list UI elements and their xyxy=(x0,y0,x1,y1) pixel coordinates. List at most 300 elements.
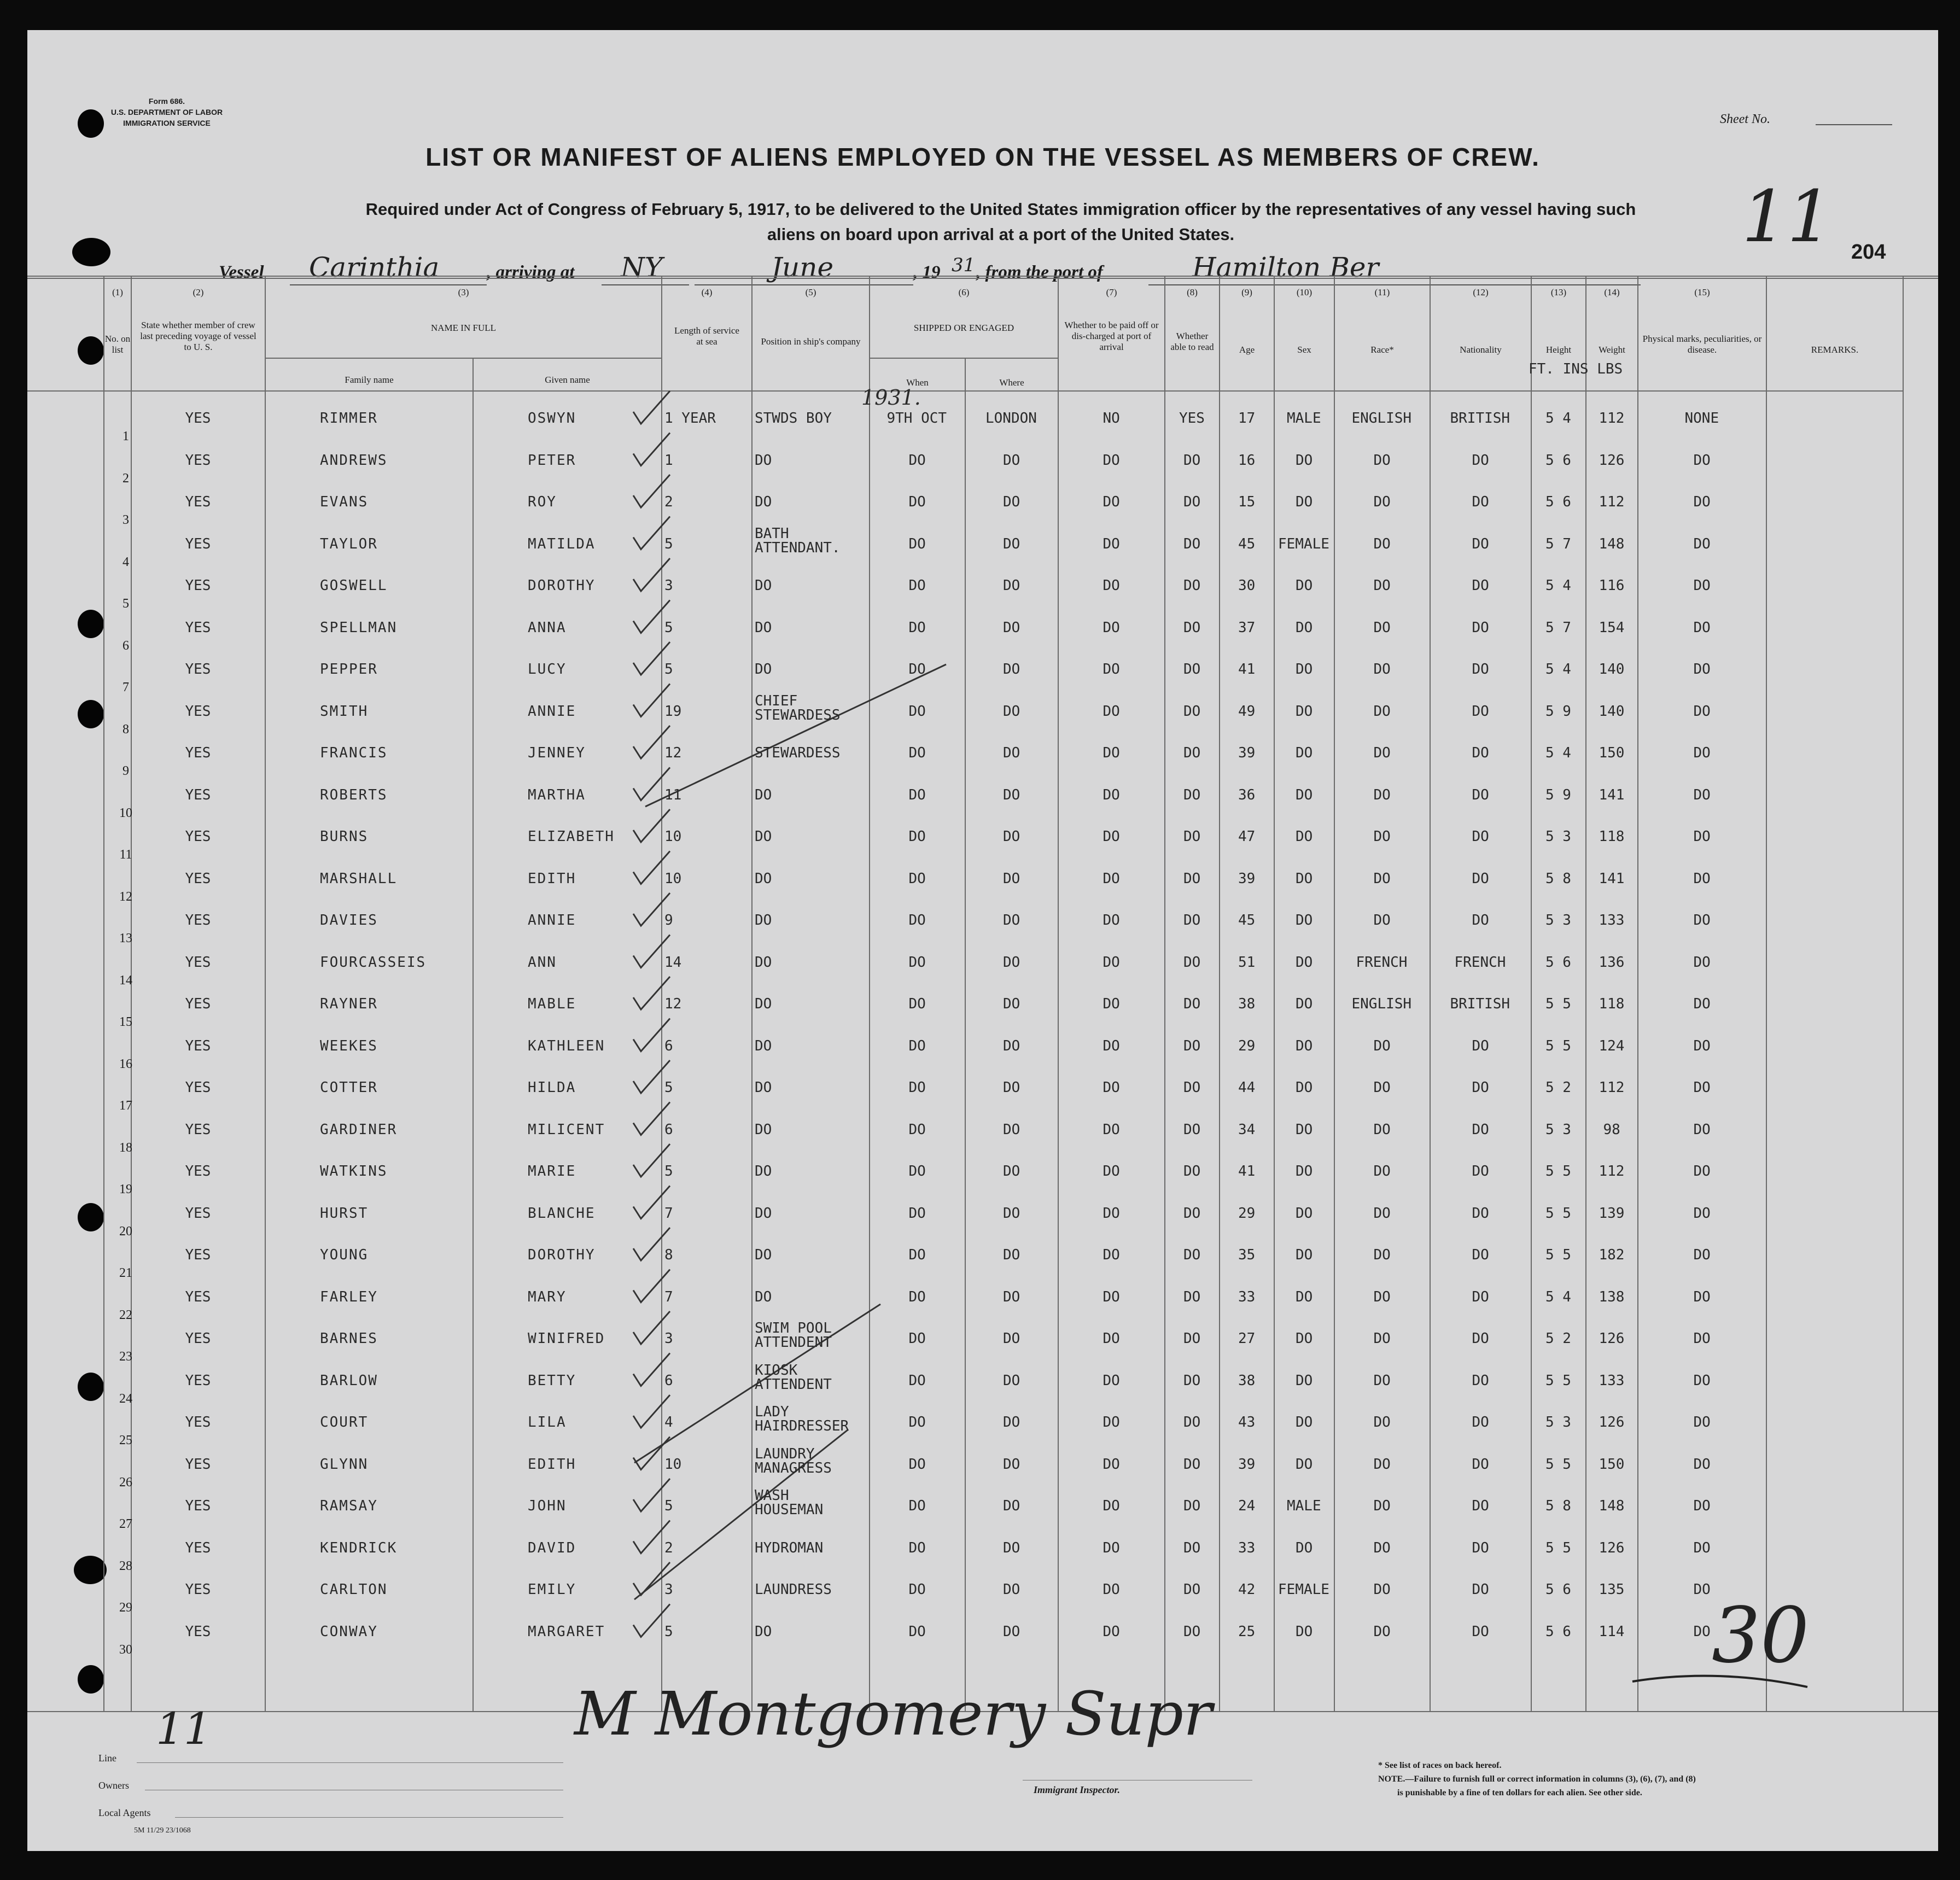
row-number: 11 xyxy=(119,848,132,862)
cell-age: 41 xyxy=(1238,661,1256,678)
cell-race: DO xyxy=(1373,619,1391,636)
cell-nat: DO xyxy=(1472,1163,1489,1180)
cell-age: 49 xyxy=(1238,703,1256,720)
cell-nat: DO xyxy=(1472,912,1489,929)
header-nationality: Nationality xyxy=(1460,345,1502,355)
cell-family: ROBERTS xyxy=(320,786,388,803)
header-age: Age xyxy=(1239,345,1255,355)
cell-race: DO xyxy=(1373,1079,1391,1096)
cell-height: 5 5 xyxy=(1545,1247,1571,1263)
cell-when: DO xyxy=(908,619,926,636)
cell-nat: DO xyxy=(1472,1498,1489,1514)
cell-paid: DO xyxy=(1102,1037,1120,1054)
handwritten-line-mark: 11 xyxy=(156,1703,212,1754)
cell-race: DO xyxy=(1373,703,1391,720)
cell-family: FOURCASSEIS xyxy=(320,954,427,971)
cell-position: DO xyxy=(755,1121,772,1138)
row-number: 6 xyxy=(122,638,129,653)
cell-read: DO xyxy=(1183,619,1201,636)
footer-line-rule xyxy=(137,1762,563,1763)
cell-height: 5 4 xyxy=(1545,745,1571,761)
cell-when: DO xyxy=(908,1498,926,1514)
cell-nat: DO xyxy=(1472,1414,1489,1431)
header-no-on-list: No. on list xyxy=(104,334,131,355)
cell-given: ANNIE xyxy=(528,703,576,720)
cell-race: DO xyxy=(1373,1456,1391,1473)
cell-given: WINIFRED xyxy=(528,1330,605,1347)
cell-read: DO xyxy=(1183,1414,1201,1431)
header-where: Where xyxy=(999,377,1024,388)
cell-family: COURT xyxy=(320,1414,369,1431)
cell-weight: 133 xyxy=(1599,912,1625,929)
footer-local-agents-label: Local Agents xyxy=(98,1807,151,1818)
cell-weight: 124 xyxy=(1599,1037,1625,1054)
cell-family: RAYNER xyxy=(320,996,378,1012)
cell-family: FRANCIS xyxy=(320,745,388,761)
cell-given: OSWYN xyxy=(528,410,576,427)
cell-nat: DO xyxy=(1472,1330,1489,1347)
cell-prev: YES xyxy=(185,1079,211,1096)
cell-family: GOSWELL xyxy=(320,577,388,594)
print-code: 5M 11/29 23/1068 xyxy=(134,1826,191,1835)
cell-given: ANN xyxy=(528,954,557,971)
cell-family: FARLEY xyxy=(320,1288,378,1305)
cell-nat: DO xyxy=(1472,1288,1489,1305)
cell-read: DO xyxy=(1183,1623,1201,1640)
row-number: 23 xyxy=(119,1350,132,1364)
column-number: (14) xyxy=(1604,287,1620,297)
cell-length: 12 xyxy=(664,996,682,1012)
cell-paid: DO xyxy=(1102,1456,1120,1473)
cell-read: DO xyxy=(1183,1456,1201,1473)
cell-where: DO xyxy=(1003,494,1020,510)
cell-height: 5 5 xyxy=(1545,996,1571,1012)
cell-read: DO xyxy=(1183,1288,1201,1305)
cell-where: DO xyxy=(1003,619,1020,636)
cell-race: DO xyxy=(1373,870,1391,887)
cell-family: BURNS xyxy=(320,828,369,845)
cell-height: 5 5 xyxy=(1545,1163,1571,1180)
cell-phys: DO xyxy=(1693,1414,1711,1431)
cell-age: 29 xyxy=(1238,1205,1256,1222)
cell-sex: DO xyxy=(1296,1205,1313,1222)
cell-height: 5 5 xyxy=(1545,1037,1571,1054)
cell-prev: YES xyxy=(185,619,211,636)
table-grid xyxy=(27,30,1938,1851)
cell-phys: DO xyxy=(1693,870,1711,887)
cell-nat: DO xyxy=(1472,1539,1489,1556)
cell-family: MARSHALL xyxy=(320,870,398,887)
cell-phys: DO xyxy=(1693,1581,1711,1598)
cell-sex: DO xyxy=(1296,1456,1313,1473)
cell-given: EMILY xyxy=(528,1581,576,1598)
cell-family: SPELLMAN xyxy=(320,619,398,636)
cell-position xyxy=(755,1447,832,1475)
cell-line: ATTENDENT xyxy=(755,1376,832,1393)
column-number: (5) xyxy=(805,287,816,297)
cell-weight: 126 xyxy=(1599,1330,1625,1347)
row-number: 8 xyxy=(122,722,129,737)
cell-weight: 135 xyxy=(1599,1581,1625,1598)
cell-sex: DO xyxy=(1296,619,1313,636)
cell-phys: DO xyxy=(1693,494,1711,510)
cell-position: DO xyxy=(755,452,772,469)
cell-weight: 141 xyxy=(1599,786,1625,803)
cell-race: DO xyxy=(1373,535,1391,552)
cell-where: DO xyxy=(1003,1414,1020,1431)
cell-phys: DO xyxy=(1693,828,1711,845)
cell-position: STEWARDESS xyxy=(755,745,841,761)
cell-weight: 112 xyxy=(1599,410,1625,427)
cell-where: DO xyxy=(1003,870,1020,887)
cell-height: 5 5 xyxy=(1545,1372,1571,1389)
cell-prev: YES xyxy=(185,1539,211,1556)
cell-prev: YES xyxy=(185,954,211,971)
cell-length: 5 xyxy=(664,1079,673,1096)
cell-height: 5 8 xyxy=(1545,870,1571,887)
cell-prev: YES xyxy=(185,494,211,510)
cell-family: RIMMER xyxy=(320,410,378,427)
cell-position: DO xyxy=(755,1163,772,1180)
column-number: (12) xyxy=(1473,287,1489,297)
header-name-in-full: NAME IN FULL xyxy=(431,323,496,333)
column-number: (9) xyxy=(1241,287,1252,297)
cell-paid: NO xyxy=(1102,410,1120,427)
cell-paid: DO xyxy=(1102,996,1120,1012)
cell-prev: YES xyxy=(185,1205,211,1222)
cell-prev: YES xyxy=(185,535,211,552)
cell-sex: DO xyxy=(1296,577,1313,594)
footer-owners-label: Owners xyxy=(98,1780,129,1791)
cell-prev: YES xyxy=(185,828,211,845)
cell-age: 41 xyxy=(1238,1163,1256,1180)
cell-race: FRENCH xyxy=(1356,954,1408,971)
cell-paid: DO xyxy=(1102,1288,1120,1305)
cell-phys: DO xyxy=(1693,535,1711,552)
cell-phys: DO xyxy=(1693,786,1711,803)
cell-sex: DO xyxy=(1296,1330,1313,1347)
cell-given: HILDA xyxy=(528,1079,576,1096)
cell-sex: DO xyxy=(1296,1121,1313,1138)
header-remarks: REMARKS. xyxy=(1811,345,1859,355)
cell-sex: DO xyxy=(1296,870,1313,887)
cell-length: 2 xyxy=(664,494,673,510)
cell-prev: YES xyxy=(185,1372,211,1389)
port-value: Hamilton Ber xyxy=(1192,252,1379,283)
fine-note-2: is punishable by a fine of ten dollars for each alien. See other side. xyxy=(1397,1788,1642,1797)
cell-height: 5 2 xyxy=(1545,1079,1571,1096)
cell-phys: DO xyxy=(1693,661,1711,678)
cell-read: YES xyxy=(1179,410,1205,427)
cell-weight: 133 xyxy=(1599,1372,1625,1389)
row-number: 27 xyxy=(119,1517,132,1531)
cell-when: DO xyxy=(908,1539,926,1556)
cell-phys: DO xyxy=(1693,1247,1711,1263)
cell-race: DO xyxy=(1373,1205,1391,1222)
cell-length: 3 xyxy=(664,1581,673,1598)
cell-paid: DO xyxy=(1102,745,1120,761)
cell-height: 5 4 xyxy=(1545,1288,1571,1305)
column-number: (4) xyxy=(701,287,713,297)
row-number: 15 xyxy=(119,1015,132,1029)
cell-read: DO xyxy=(1183,1498,1201,1514)
vessel-value: Carinthia xyxy=(309,252,440,283)
row-number: 9 xyxy=(122,764,129,778)
header-shipped-engaged: SHIPPED OR ENGAGED xyxy=(913,323,1014,333)
cell-weight: 118 xyxy=(1599,828,1625,845)
cell-given: EDITH xyxy=(528,1456,576,1473)
cell-when: 9TH OCT xyxy=(886,410,947,427)
cell-where: DO xyxy=(1003,1205,1020,1222)
row-number: 12 xyxy=(119,889,132,904)
cell-sex: DO xyxy=(1296,745,1313,761)
cell-age: 30 xyxy=(1238,577,1256,594)
cell-given: KATHLEEN xyxy=(528,1037,605,1054)
cell-line: WASH xyxy=(755,1487,789,1504)
cell-height: 5 3 xyxy=(1545,912,1571,929)
cell-read: DO xyxy=(1183,577,1201,594)
cell-prev: YES xyxy=(185,996,211,1012)
cell-height: 5 4 xyxy=(1545,661,1571,678)
cell-paid: DO xyxy=(1102,1372,1120,1389)
cell-paid: DO xyxy=(1102,619,1120,636)
cell-position xyxy=(755,1363,832,1392)
cell-length: 5 xyxy=(664,1163,673,1180)
cell-height: 5 7 xyxy=(1545,619,1571,636)
cell-line: ATTENDENT xyxy=(755,1334,832,1351)
cell-paid: DO xyxy=(1102,1079,1120,1096)
cell-paid: DO xyxy=(1102,535,1120,552)
cell-length: 5 xyxy=(664,619,673,636)
cell-position xyxy=(755,1488,823,1517)
cell-age: 45 xyxy=(1238,535,1256,552)
cell-race: DO xyxy=(1373,1372,1391,1389)
header-given-name: Given name xyxy=(545,375,590,385)
cell-given: BETTY xyxy=(528,1372,576,1389)
cell-position xyxy=(755,1321,832,1350)
cell-family: WATKINS xyxy=(320,1163,388,1180)
cell-sex: DO xyxy=(1296,1247,1313,1263)
row-number: 26 xyxy=(119,1475,132,1490)
cell-age: 39 xyxy=(1238,870,1256,887)
cell-given: MARGARET xyxy=(528,1623,605,1640)
cell-paid: DO xyxy=(1102,1205,1120,1222)
cell-prev: YES xyxy=(185,1037,211,1054)
cell-family: HURST xyxy=(320,1205,369,1222)
header-state-member: State whether member of crew last preceding voyage of vessel to U. S. xyxy=(140,320,256,352)
cell-given: MARTHA xyxy=(528,786,586,803)
cell-length: 3 xyxy=(664,577,673,594)
cell-weight: 114 xyxy=(1599,1623,1625,1640)
cell-length: 5 xyxy=(664,1623,673,1640)
cell-height: 5 2 xyxy=(1545,1330,1571,1347)
cell-given: PETER xyxy=(528,452,576,469)
cell-where: DO xyxy=(1003,1163,1020,1180)
cell-prev: YES xyxy=(185,1247,211,1263)
cell-phys: DO xyxy=(1693,1079,1711,1096)
cell-phys: DO xyxy=(1693,1498,1711,1514)
cell-length: 19 xyxy=(664,703,682,720)
cell-race: DO xyxy=(1373,1539,1391,1556)
cell-given: ANNIE xyxy=(528,912,576,929)
cell-sex: DO xyxy=(1296,1037,1313,1054)
header-units: FT. INS LBS xyxy=(1529,361,1623,377)
header-family-name: Family name xyxy=(345,375,394,385)
column-number: (15) xyxy=(1694,287,1710,297)
cell-nat: DO xyxy=(1472,1581,1489,1598)
row-number: 17 xyxy=(119,1099,132,1113)
cell-line: SWIM POOL xyxy=(755,1320,832,1336)
row-number: 4 xyxy=(122,554,129,569)
cell-age: 15 xyxy=(1238,494,1256,510)
cell-nat: DO xyxy=(1472,1372,1489,1389)
cell-line: HOUSEMAN xyxy=(755,1502,824,1518)
cell-position: DO xyxy=(755,828,772,845)
cell-when: DO xyxy=(908,954,926,971)
cell-read: DO xyxy=(1183,912,1201,929)
cell-nat: DO xyxy=(1472,1121,1489,1138)
row-number: 5 xyxy=(122,597,129,611)
cell-phys: DO xyxy=(1693,1539,1711,1556)
cell-length: 4 xyxy=(664,1414,673,1431)
row-number: 21 xyxy=(119,1266,132,1280)
cell-phys: DO xyxy=(1693,1163,1711,1180)
handwritten-total: 30 xyxy=(1712,1591,1810,1680)
cell-family: GARDINER xyxy=(320,1121,398,1138)
cell-length: 8 xyxy=(664,1247,673,1263)
cell-phys: DO xyxy=(1693,1623,1711,1640)
cell-weight: 112 xyxy=(1599,1163,1625,1180)
cell-age: 44 xyxy=(1238,1079,1256,1096)
column-number: (6) xyxy=(958,287,970,297)
cell-height: 5 4 xyxy=(1545,577,1571,594)
cell-paid: DO xyxy=(1102,954,1120,971)
cell-paid: DO xyxy=(1102,452,1120,469)
cell-position: DO xyxy=(755,1037,772,1054)
cell-length: 7 xyxy=(664,1288,673,1305)
cell-nat: DO xyxy=(1472,870,1489,887)
cell-read: DO xyxy=(1183,1330,1201,1347)
cell-sex: DO xyxy=(1296,786,1313,803)
cell-height: 5 5 xyxy=(1545,1205,1571,1222)
row-number: 10 xyxy=(119,805,132,820)
cell-weight: 150 xyxy=(1599,1456,1625,1473)
cell-family: ANDREWS xyxy=(320,452,388,469)
cell-when: DO xyxy=(908,996,926,1012)
cell-line: LADY xyxy=(755,1404,789,1420)
cell-race: DO xyxy=(1373,1414,1391,1431)
cell-paid: DO xyxy=(1102,1539,1120,1556)
cell-race: DO xyxy=(1373,661,1391,678)
cell-when: DO xyxy=(908,1372,926,1389)
header-physical: Physical marks, peculiarities, or disease. xyxy=(1642,334,1762,355)
subtitle-line-2: aliens on board upon arrival at a port of the United States. xyxy=(767,225,1235,244)
cell-prev: YES xyxy=(185,1414,211,1431)
cell-height: 5 9 xyxy=(1545,703,1571,720)
cell-sex: DO xyxy=(1296,996,1313,1012)
cell-race: DO xyxy=(1373,1163,1391,1180)
cell-height: 5 3 xyxy=(1545,1121,1571,1138)
cell-line: STEWARDESS xyxy=(755,707,841,723)
cell-given: JENNEY xyxy=(528,745,586,761)
cell-length: 6 xyxy=(664,1372,673,1389)
cell-sex: MALE xyxy=(1287,410,1321,427)
cell-length: 3 xyxy=(664,1330,673,1347)
cell-prev: YES xyxy=(185,661,211,678)
cell-race: DO xyxy=(1373,1037,1391,1054)
cell-where: DO xyxy=(1003,703,1020,720)
cell-given: LILA xyxy=(528,1414,567,1431)
cell-given: JOHN xyxy=(528,1498,567,1514)
cell-height: 5 9 xyxy=(1545,786,1571,803)
cell-length: 7 xyxy=(664,1205,673,1222)
cell-height: 5 8 xyxy=(1545,1498,1571,1514)
cell-sex: FEMALE xyxy=(1278,535,1329,552)
cell-length: 12 xyxy=(664,745,682,761)
cell-family: TAYLOR xyxy=(320,535,378,552)
cell-read: DO xyxy=(1183,954,1201,971)
cell-read: DO xyxy=(1183,870,1201,887)
header-paid-off: Whether to be paid off or dis-charged at port of arrival xyxy=(1064,320,1159,352)
cell-family: YOUNG xyxy=(320,1247,369,1263)
cell-weight: 139 xyxy=(1599,1205,1625,1222)
cell-race: DO xyxy=(1373,1581,1391,1598)
cell-weight: 126 xyxy=(1599,1414,1625,1431)
cell-weight: 138 xyxy=(1599,1288,1625,1305)
cell-weight: 150 xyxy=(1599,745,1625,761)
cell-when: DO xyxy=(908,1456,926,1473)
year-value: 31 xyxy=(952,254,976,276)
cell-length: 10 xyxy=(664,1456,682,1473)
cell-prev: YES xyxy=(185,1330,211,1347)
cell-where: LONDON xyxy=(985,410,1037,427)
cell-weight: 182 xyxy=(1599,1247,1625,1263)
cell-given: DOROTHY xyxy=(528,1247,596,1263)
cell-prev: YES xyxy=(185,1288,211,1305)
row-number: 19 xyxy=(119,1182,132,1196)
from-port-label: , from the port of xyxy=(976,262,1103,282)
shipped-year: 1931. xyxy=(861,386,921,410)
cell-length: 5 xyxy=(664,1498,673,1514)
cell-paid: DO xyxy=(1102,912,1120,929)
cell-prev: YES xyxy=(185,452,211,469)
cell-where: DO xyxy=(1003,996,1020,1012)
cell-height: 5 7 xyxy=(1545,535,1571,552)
cell-read: DO xyxy=(1183,1121,1201,1138)
cell-age: 35 xyxy=(1238,1247,1256,1263)
cell-weight: 140 xyxy=(1599,661,1625,678)
cell-when: DO xyxy=(908,661,926,678)
cell-family: DAVIES xyxy=(320,912,378,929)
cell-when: DO xyxy=(908,745,926,761)
cell-paid: DO xyxy=(1102,786,1120,803)
cell-given: ANNA xyxy=(528,619,567,636)
form-number: Form 686. xyxy=(148,97,185,106)
cell-line: HAIRDRESSER xyxy=(755,1418,849,1434)
cell-height: 5 6 xyxy=(1545,954,1571,971)
year-prefix: , 19 xyxy=(913,262,941,282)
cell-read: DO xyxy=(1183,535,1201,552)
cell-nat: DO xyxy=(1472,1037,1489,1054)
cell-position: DO xyxy=(755,912,772,929)
cell-paid: DO xyxy=(1102,828,1120,845)
cell-given: MARIE xyxy=(528,1163,576,1180)
cell-given: MATILDA xyxy=(528,535,596,552)
cell-age: 39 xyxy=(1238,745,1256,761)
cell-height: 5 6 xyxy=(1545,452,1571,469)
cell-when: DO xyxy=(908,703,926,720)
cell-nat: DO xyxy=(1472,619,1489,636)
